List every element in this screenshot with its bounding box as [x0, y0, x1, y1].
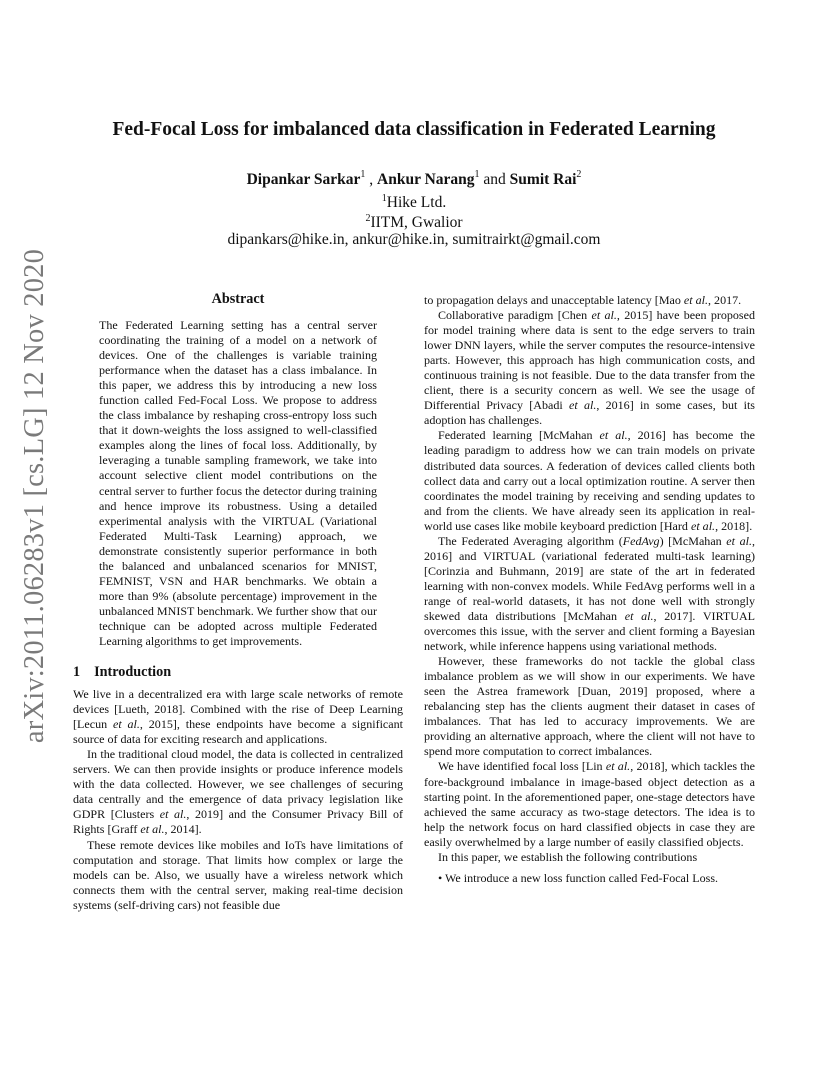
paragraph: These remote devices like mobiles and IoTs have limitations of computation and storage. That limits how complex or large the models can be. Also, we usually have a wireless network which connects them with the central server, making real-time decision systems (self-driving cars) not feasible due: [73, 837, 403, 912]
paragraph: However, these frameworks do not tackle the global class imbalance problem as we will show in our experiments. We have seen the Astrea framework [Duan, 2019] proposed, where a rebalancing step has the clients augment their dataset in cases of imbalances. That has led to accuracy improvements. We are providing an alternative approach, where the client will not have to spend more computation to correct imbalances.: [424, 654, 755, 759]
affiliation-name: Hike Ltd.: [386, 194, 447, 212]
author-name: Sumit Rai: [509, 171, 577, 189]
paragraph: We live in a decentralized era with large scale networks of remote devices [Lueth, 2018]. Combined with the rise of Deep Learning [Lecun et al., 2015], these endpoints have become a significant source of data for exciting research and applications.: [73, 687, 403, 747]
paragraph: In the traditional cloud model, the data is collected in centralized servers. We can then provide insights or produce inference models with the data collected. However, we see challenges of securing data centrally and the emergence of data privacy legislation like GDPR [Clusters et al., 2019] and the Consumer Privacy Bill of Rights [Graff et al., 2014].: [73, 747, 403, 837]
author-line: [60, 166, 768, 190]
author-separator: and: [479, 171, 510, 189]
abstract-text: The Federated Learning setting has a central server coordinating the training of a model on a network of devices. One of the challenges is variable training performance when the dataset has a class imbalance. In this paper, we address this by introducing a new loss function called Fed-Focal Loss. We propose to address the class imbalance by reshaping cross-entropy loss such that it down-weights the loss assigned to well-classified examples along the lines of focal loss. Additionally, by leveraging a tunable sampling framework, we take into account selective client model contributions on the central server to further focus the detector during training and hence improve its robustness. Using a detailed experimental analysis with the VIRTUAL (Variational Federated Multi-Task Learning) approach, we demonstrate consistently superior performance in both the balanced and unbalanced scenarios for MNIST, FEMNIST, VSN and HAR benchmarks. We obtain a more than 9% (absolute percentage) improvement in the unbalanced MNIST benchmark. We further show that our technique can be adopted across multiple Federated Learning algorithms to get improvements.: [99, 318, 377, 648]
author-name: Ankur Narang: [377, 171, 475, 189]
paragraph: Collaborative paradigm [Chen et al., 2015] have been proposed for model training where data is sent to the edge servers to train lower DNN layers, while the server computes the resource-intensive parts. However, this approach has high communication costs, and continuous training is not feasible. Due to the data transfer from the client, there is a security concern as well. We see the usage of Differential Privacy [Abadi et al., 2016] in some cases, but its adoption has challenges.: [424, 308, 755, 428]
paragraph: We have identified focal loss [Lin et al., 2018], which tackles the fore-background imbalance in image-based object detection as a starting point. In the aforementioned paper, one-stage detectors have achieved the same accuracy as two-stage detectors. The idea is to help the network focus on hard classified objects in case they are easily overwhelmed by a large number of easily classified objects.: [424, 759, 756, 849]
abstract-heading: Abstract: [211, 291, 265, 307]
paragraph: Federated learning [McMahan et al., 2016] has become the leading paradigm to address how we can train models on private distributed data sources. A federation of devices called clients both collect data and carry out a local optimization routine. A server then coordinates the model training by receiving and sending updates to and from the clients. We have already seen its application in real-world use cases like mobile keyboard prediction [Hard et al., 2018].: [424, 428, 755, 533]
affiliation-number: 2: [365, 213, 371, 224]
author-separator: ,: [365, 171, 378, 189]
affiliation-name: IITM, Gwalior: [370, 214, 463, 232]
section-number: 1: [73, 664, 81, 681]
paragraph: to propagation delays and unacceptable latency [Mao et al., 2017.: [424, 293, 742, 307]
arxiv-identifier: arXiv:2011.06283v1 [cs.LG] 12 Nov 2020: [19, 248, 50, 744]
paragraph: In this paper, we establish the following contributions: [438, 849, 698, 864]
paper-title: Fed-Focal Loss for imbalanced data classification in Federated Learning: [112, 119, 716, 140]
section-heading: [73, 663, 403, 681]
author-emails: dipankars@hike.in, ankur@hike.in, sumitrairkt@gmail.com: [227, 231, 601, 248]
affiliation-number: 1: [381, 193, 387, 204]
author-name: Dipankar Sarkar: [246, 171, 361, 189]
author-affiliation-mark: 1: [360, 169, 366, 180]
right-column: [424, 293, 755, 886]
paragraph: The Federated Averaging algorithm (FedAvg) [McMahan et al., 2016] and VIRTUAL (variational federated multi-task learning) [Corinzia and Buhmann, 2019] are state of the art in federated learning with non-convex models. While FedAvg performs well in a range of real-world datasets, it has not done well with strongly skewed data distributions [McMahan et al., 2017]. VIRTUAL overcomes this issue, with the server and client forming a Bayesian network, while inference happens using variational methods.: [424, 533, 755, 654]
author-affiliation-mark: 2: [576, 169, 582, 180]
left-column: [73, 290, 403, 913]
bullet-item: • We introduce a new loss function called Fed-Focal Loss.: [438, 870, 719, 885]
section-title: Introduction: [94, 664, 172, 681]
author-affiliation-mark: 1: [474, 169, 480, 180]
